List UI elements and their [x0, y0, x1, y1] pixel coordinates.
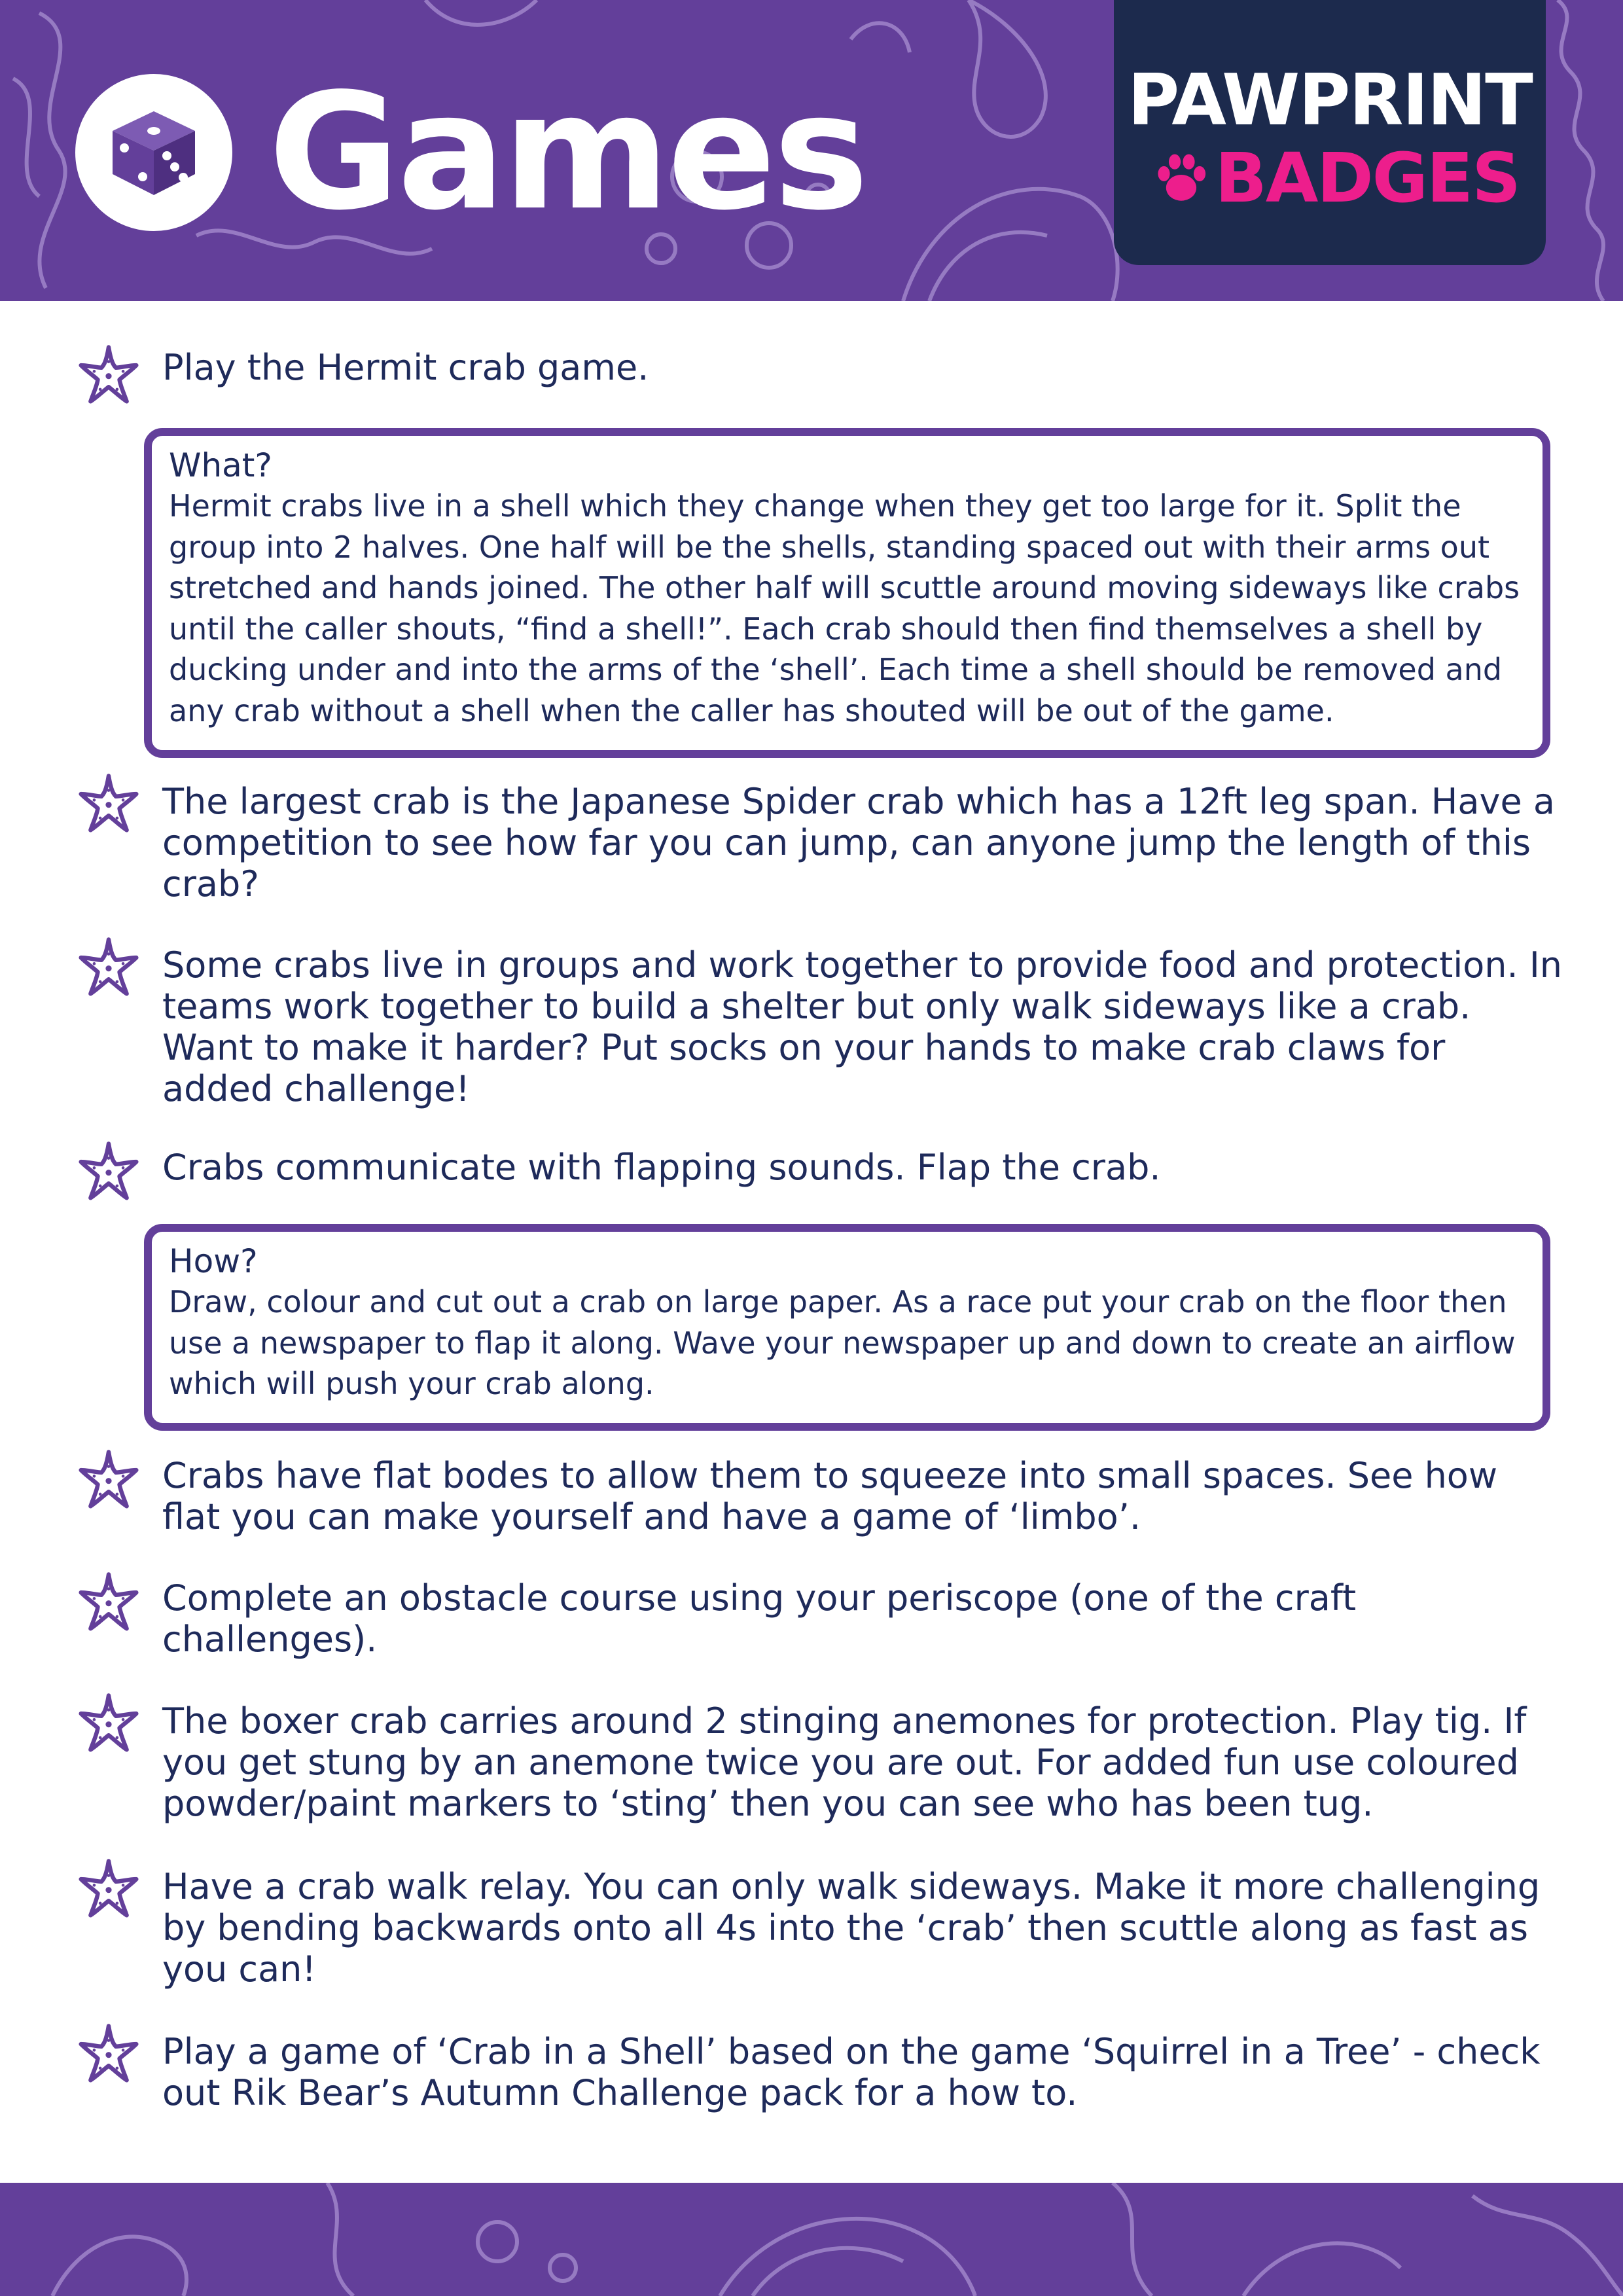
list-item-text: The largest crab is the Japanese Spider crab which has a 12ft leg span. Have a competition to see how far you can jump, can anyone jump the length of this crab? — [162, 781, 1567, 905]
list-item-text: Play the Hermit crab game. — [162, 347, 649, 388]
starfish-icon — [79, 1571, 139, 1631]
list-item-text: The boxer crab carries around 2 stinging anemones for protection. Play tig. If you get stung by an anemone twice you are out. For added fun use coloured powder/paint markers to ‘sting’ then you can see who has been tug. — [162, 1700, 1538, 1824]
starfish-icon — [79, 344, 139, 404]
list-item-text: Play a game of ‘Crab in a Shell’ based on the game ‘Squirrel in a Tree’ - check out Rik Bear’s Autumn Challenge pack for a how to. — [162, 2031, 1552, 2113]
list-item-text: Crabs have flat bodes to allow them to squeeze into small spaces. See how flat you can make yourself and have a game of ‘limbo’. — [162, 1455, 1509, 1537]
info-box-title: How? — [169, 1242, 258, 1280]
sea-creatures-pattern — [0, 2183, 1623, 2296]
list-item-text: Complete an obstacle course using your periscope (one of the craft challenges). — [162, 1577, 1368, 1660]
info-box-title: What? — [169, 446, 272, 484]
paw-icon — [1153, 145, 1207, 211]
info-box-body: Hermit crabs live in a shell which they change when they get too large for it. Split the group into 2 halves. One half will be the shells, standing spaced out with their arms out stretched and hands joined. The other half will scuttle around moving sideways like crabs until the caller shouts, “find a shell!”. Each crab should then find themselves a shell by ducking under and into the arms of the ‘shell’. Each time a shell should be removed and any crab without a shell when the caller has shouted will be out of the game. — [169, 488, 1520, 728]
dice-icon — [75, 74, 232, 231]
list-item-text: Some crabs live in groups and work together to provide food and protection. In teams work together to build a shelter but only walk sideways like a crab. Want to make it harder? Put socks on your hands to make crab claws for added challenge! — [162, 944, 1574, 1109]
list-item-text: Have a crab walk relay. You can only walk sideways. Make it more challenging by bending backwards onto all 4s into the ‘crab’ then scuttle along as fast as you can! — [162, 1866, 1552, 1990]
info-box-how — [144, 1224, 1550, 1431]
starfish-icon — [79, 936, 139, 996]
brand-logo — [1114, 0, 1546, 265]
starfish-icon — [79, 1140, 139, 1200]
brand-name-line2-group — [1153, 138, 1520, 218]
page-title: Games — [268, 59, 866, 245]
info-box-body: Draw, colour and cut out a crab on large paper. As a race put your crab on the floor then use a newspaper to flap it along. Wave your newspaper up and down to create an airflow which will push your crab along. — [169, 1284, 1516, 1401]
brand-name-line2: BADGES — [1215, 138, 1520, 218]
list-item-text: Crabs communicate with flapping sounds. Flap the crab. — [162, 1147, 1161, 1188]
footer-banner — [0, 2183, 1623, 2296]
starfish-icon — [79, 2022, 139, 2083]
info-box-what — [144, 428, 1550, 758]
starfish-icon — [79, 772, 139, 833]
starfish-icon — [79, 1692, 139, 1752]
brand-name-line1: PAWPRINT — [1128, 60, 1532, 141]
starfish-icon — [79, 1857, 139, 1918]
starfish-icon — [79, 1448, 139, 1509]
header-banner — [0, 0, 1623, 301]
page-title-group — [75, 59, 866, 245]
